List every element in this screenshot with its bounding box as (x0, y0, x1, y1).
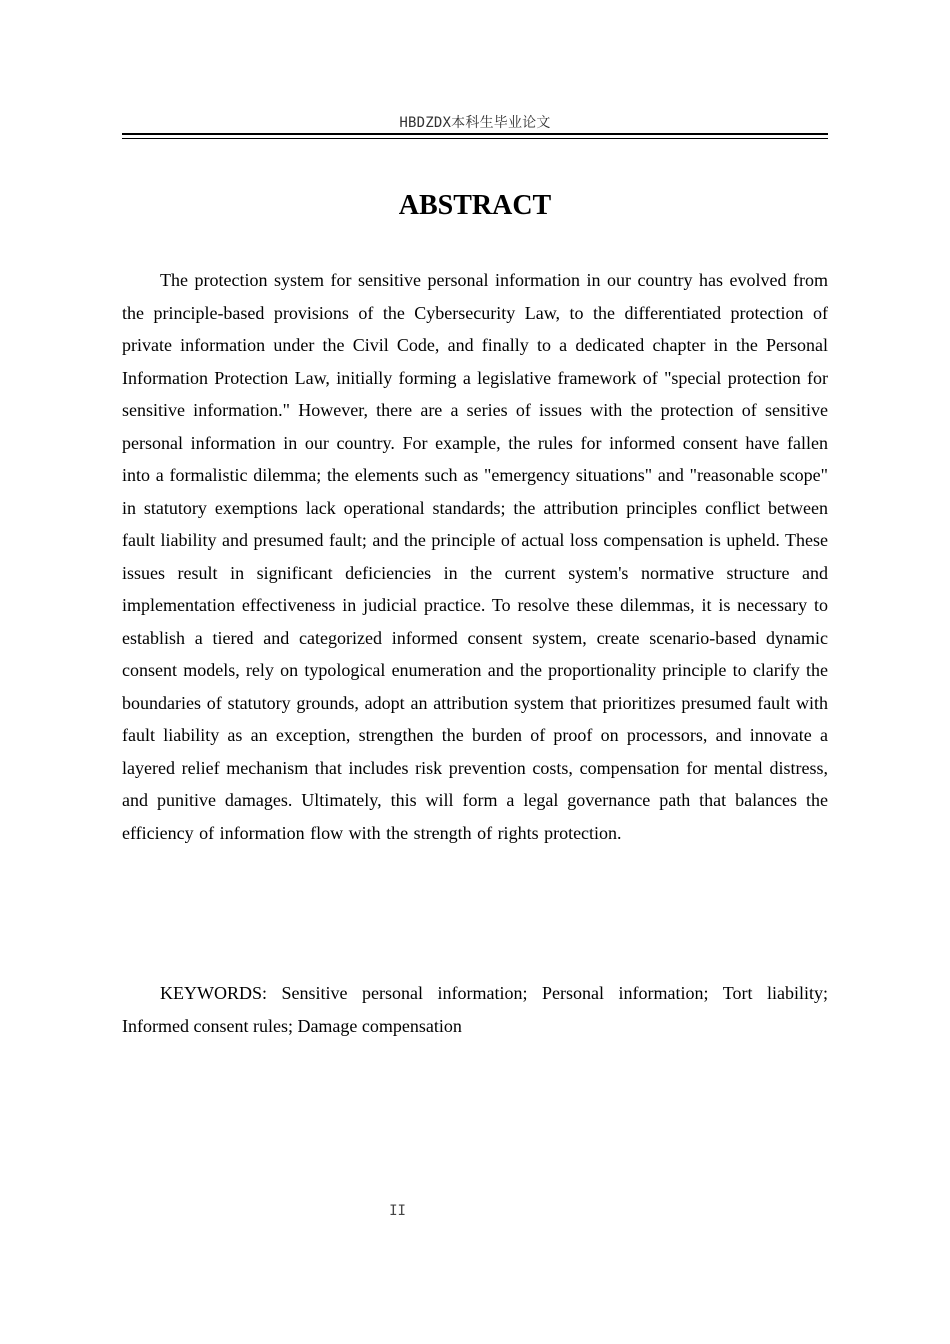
abstract-paragraph: The protection system for sensitive personal information in our country has evolved from the principle-based provisions of the Cybersecurity Law, to the differentiated protection of private information under the Civil Code, and finally to a dedicated chapter in the Personal Information Protection Law, initially forming a legislative framework of "special protection for sensitive information." However, there are a series of issues with the protection of sensitive personal information in our country. For example, the rules for informed consent have fallen into a formalistic dilemma; the elements such as "emergency situations" and "reasonable scope" in statutory exemptions lack operational standards; the attribution principles conflict between fault liability and presumed fault; and the principle of actual loss compensation is upheld. These issues result in significant deficiencies in the current system's normative structure and implementation effectiveness in judicial practice. To resolve these dilemmas, it is necessary to establish a tiered and categorized informed consent system, create scenario-based dynamic consent models, rely on typological enumeration and the proportionality principle to clarify the boundaries of statutory grounds, adopt an attribution system that prioritizes presumed fault with fault liability as an exception, strengthen the burden of proof on processors, and innovate a layered relief mechanism that includes risk prevention costs, compensation for mental distress, and punitive damages. Ultimately, this will form a legal governance path that balances the efficiency of information flow with the strength of rights protection. (122, 270, 828, 843)
page-number: II (389, 1203, 406, 1219)
page-title: ABSTRACT (398, 190, 552, 221)
header-rule-thin (122, 138, 828, 139)
header-rule-thick (122, 133, 828, 135)
running-header: HBDZDX本科生毕业论文 (399, 115, 551, 131)
keywords-paragraph: KEYWORDS: Sensitive personal information; Personal information; Tort liability; Informed consent rules; Damage compensation (122, 983, 828, 1036)
